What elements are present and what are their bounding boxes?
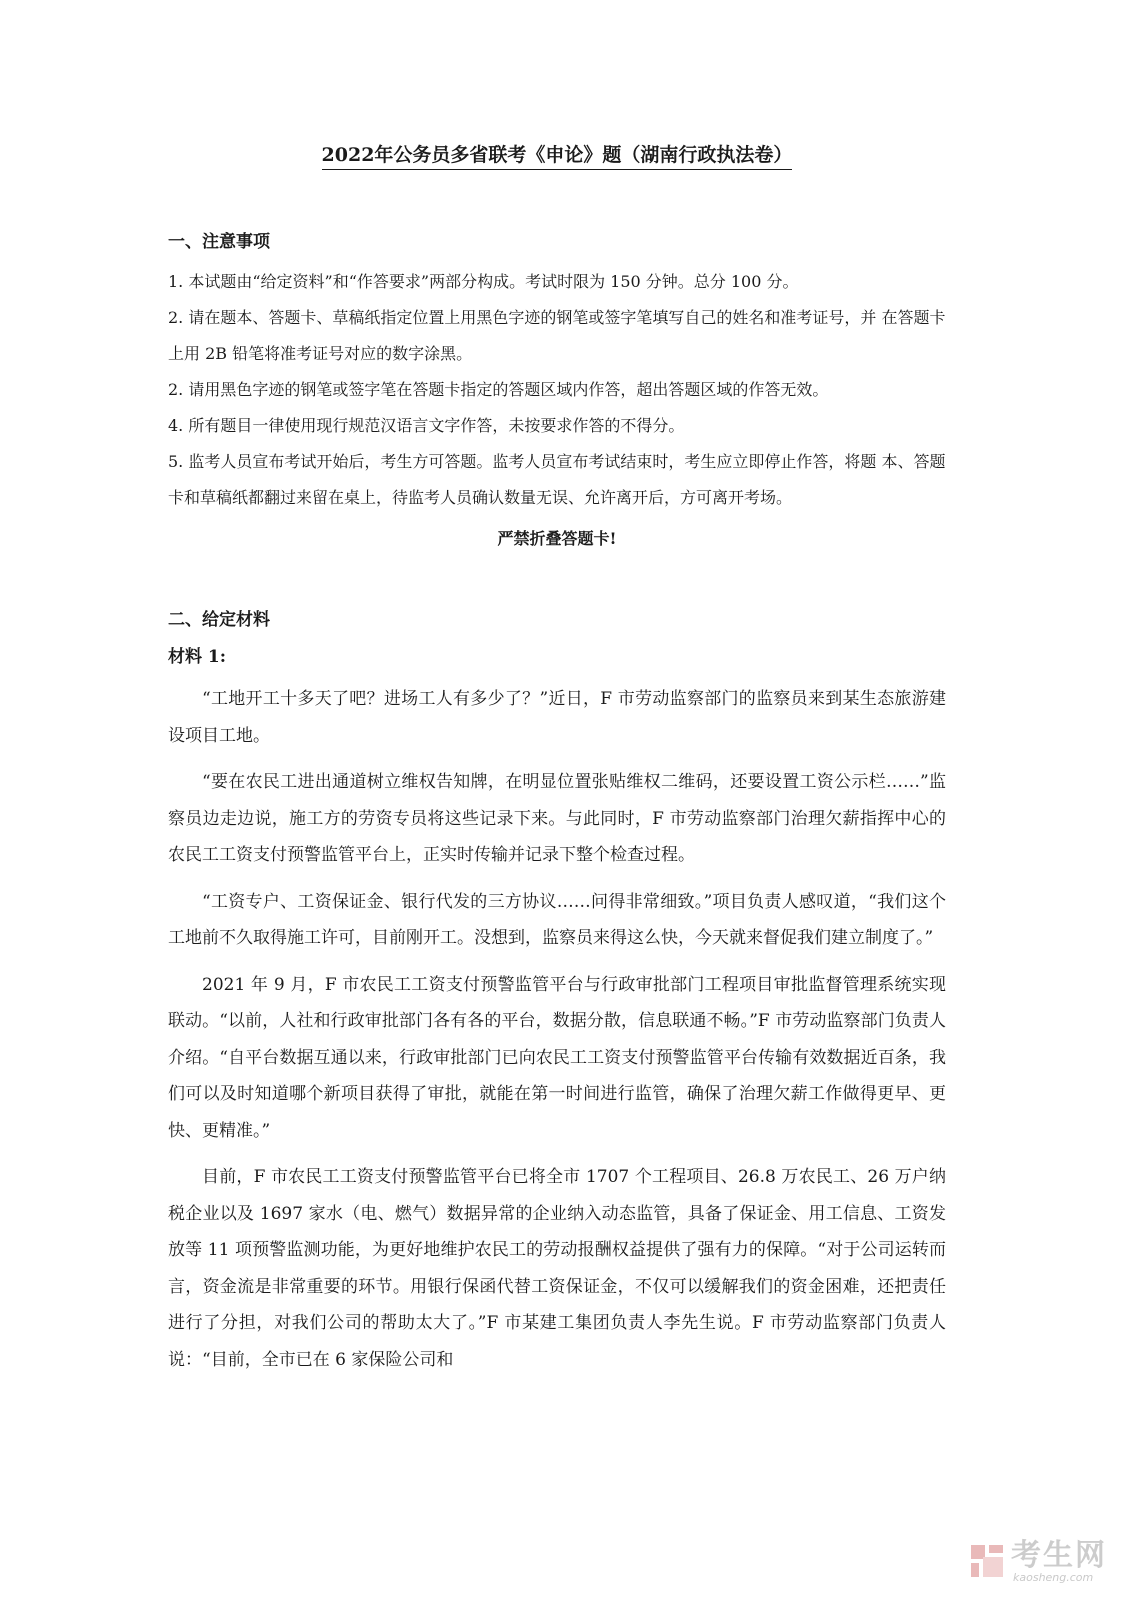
materials-heading: 二、给定材料 [168,610,270,630]
warning-text: 严禁折叠答题卡! [497,529,617,548]
notice-item: 5. 监考人员宣布考试开始后，考生方可答题。监考人员宣布考试结束时，考生应立即停止作答，将题 本、答题卡和草稿纸都翻过来留在桌上，待监考人员确认数量无误、允许离开后，方可离开考场。 [168,452,946,507]
page-title [168,140,946,167]
watermark-url: kaosheng.com [1013,1571,1094,1584]
notice-item: 4. 所有题目一律使用现行规范汉语言文字作答，未按要求作答的不得分。 [168,416,685,435]
material-paragraph: “要在农民工进出通道树立维权告知牌，在明显位置张贴维权二维码，还要设置工资公示栏……”监察员边走边说，施工方的劳资专员将这些记录下来。与此同时，F 市劳动监察部门治理欠薪指挥中心的农民工工资支付预警监管平台上，正实时传输并记录下整个检查过程。 [168,772,946,865]
watermark-text [1011,1540,1107,1584]
notice-item: 2. 请用黑色字迹的钢笔或签字笔在答题卡指定的答题区域内作答，超出答题区域的作答无效。 [168,380,829,399]
material-paragraph: “工资专户、工资保证金、银行代发的三方协议……问得非常细致。”项目负责人感叹道，“我们这个工地前不久取得施工许可，目前刚开工。没想到，监察员来得这么快，今天就来督促我们建立制度了。” [168,891,946,948]
page-title-text: 2022年公务员多省联考《申论》题（湖南行政执法卷） [322,144,793,170]
notice-item: 2. 请在题本、答题卡、草稿纸指定位置上用黑色字迹的钢笔或签字笔填写自己的姓名和准考证号，并 在答题卡上用 2B 铅笔将准考证号对应的数字涂黑。 [168,308,946,363]
material-paragraph: “工地开工十多天了吧？进场工人有多少了？”近日，F 市劳动监察部门的监察员来到某生态旅游建设项目工地。 [168,689,946,746]
material-label: 材料 1: [168,647,227,667]
watermark [971,1540,1107,1584]
document-page [168,140,946,1388]
notice-list [168,264,946,516]
logo-icon [971,1545,1005,1579]
watermark-name: 考生网 [1011,1538,1107,1573]
material-paragraph: 2021 年 9 月，F 市农民工工资支付预警监管平台与行政审批部门工程项目审批监督管理系统实现联动。“以前，人社和行政审批部门各有各的平台，数据分散，信息联通不畅。”F 市劳动监察部门负责人介绍。“自平台数据互通以来，行政审批部门已向农民工工资支付预警监管平台传输有效数据近百条，我们可以及时知道哪个新项目获得了审批，就能在第一时间进行监管，确保了治理欠薪工作做得更早、更快、更精准。” [168,974,946,1141]
notice-item: 1. 本试题由“给定资料”和“作答要求”两部分构成。考试时限为 150 分钟。总分 100 分。 [168,272,799,291]
material-paragraph: 目前，F 市农民工工资支付预警监管平台已将全市 1707 个工程项目、26.8 万农民工、26 万户纳税企业以及 1697 家水（电、燃气）数据异常的企业纳入动态监管，具备了保证金、用工信息、工资发放等 11 项预警监测功能，为更好地维护农民工的劳动报酬权益提供了强有力的保障。“对于公司运转而言，资金流是非常重要的环节。用银行保函代替工资保证金，不仅可以缓解我们的资金困难，还把责任进行了分担，对我们公司的帮助太大了。”F 市某建工集团负责人李先生说。F 市劳动监察部门负责人说：“目前，全市已在 6 家保险公司和 [168,1167,946,1370]
notice-heading: 一、注意事项 [168,232,270,252]
